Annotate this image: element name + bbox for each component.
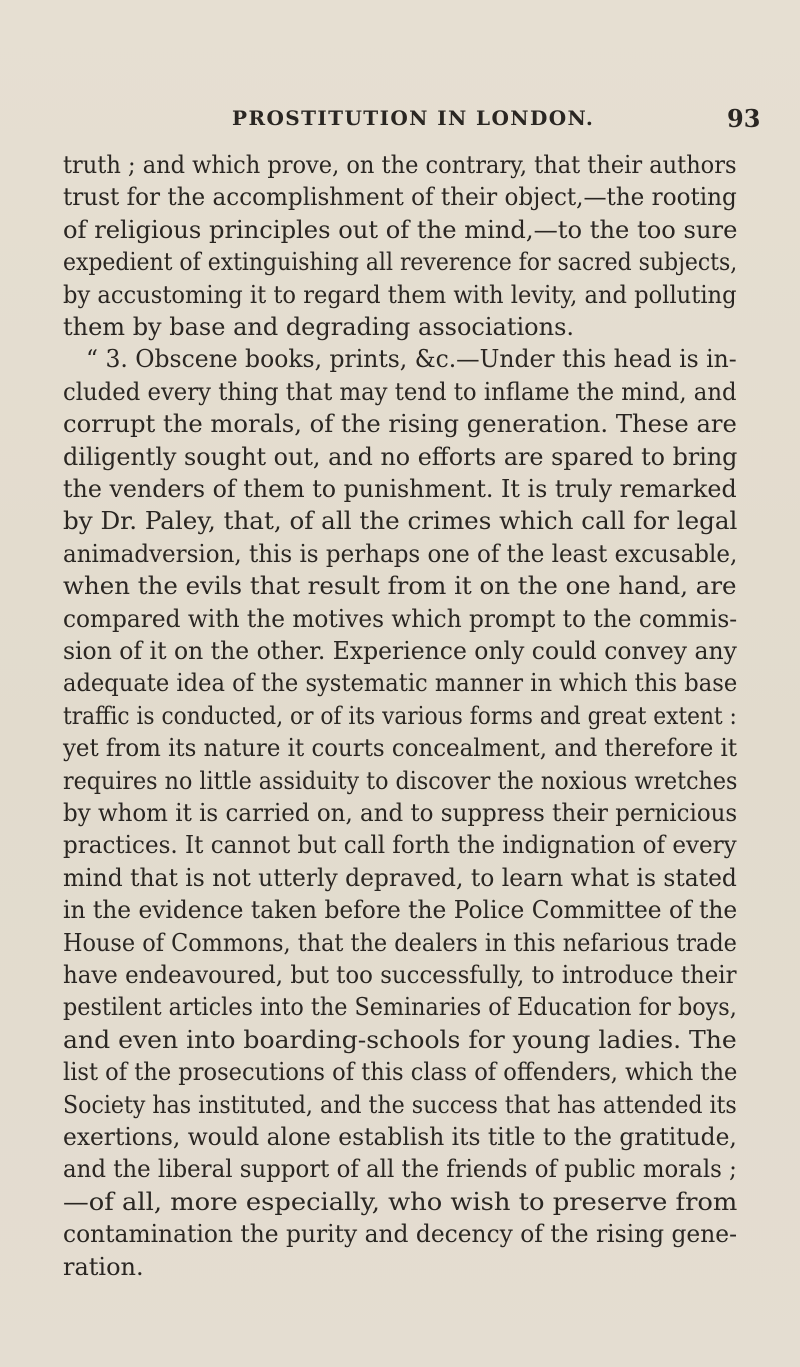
text-line: trust for the accomplishment of their object,—the rooting xyxy=(63,183,737,212)
text-line: of religious principles out of the mind,—to the too sure xyxy=(63,215,738,244)
text-line: when the evils that result from it on the one hand, are xyxy=(63,572,737,601)
text-line: animadversion, this is perhaps one of the least excusable, xyxy=(63,539,738,568)
running-head xyxy=(0,100,800,136)
page-number: 93 xyxy=(727,104,761,133)
text-line: requires no little assiduity to discover the noxious wretches xyxy=(63,766,738,795)
text-line: corrupt the morals, of the rising generation. These are xyxy=(63,410,737,439)
text-line: and the liberal support of all the friends of public morals ; xyxy=(63,1155,737,1184)
text-line: cluded every thing that may tend to inflame the mind, and xyxy=(63,377,737,406)
text-line: pestilent articles into the Seminaries of Education for boys, xyxy=(63,993,737,1022)
text-line: contamination the purity and decency of the rising gene- xyxy=(63,1220,737,1249)
text-line: truth ; and which prove, on the contrary, that their authors xyxy=(63,151,737,179)
text-line: “ 3. Obscene books, prints, &c.—Under this head is in- xyxy=(86,345,737,374)
text-line: by accustoming it to regard them with levity, and polluting xyxy=(63,280,737,309)
text-line: House of Commons, that the dealers in this nefarious trade xyxy=(63,928,737,957)
text-line: compared with the motives which prompt to the commis- xyxy=(63,604,738,633)
text-line: ration. xyxy=(63,1252,144,1281)
text-line: yet from its nature it courts concealment, and therefore it xyxy=(63,734,738,763)
text-line: Society has instituted, and the success that has attended its xyxy=(63,1090,737,1119)
text-line: mind that is not utterly depraved, to learn what is stated xyxy=(63,863,737,892)
text-line: practices. It cannot but call forth the indignation of every xyxy=(63,831,737,860)
text-line: in the evidence taken before the Police Committee of the xyxy=(63,896,738,925)
text-line: have endeavoured, but too successfully, to introduce their xyxy=(63,961,737,989)
text-line: exertions, would alone establish its title to the gratitude, xyxy=(63,1123,737,1151)
text-line: by Dr. Paley, that, of all the crimes which call for legal xyxy=(63,507,738,536)
text-line: the venders of them to punishment. It is truly remarked xyxy=(63,475,737,503)
text-line: sion of it on the other. Experience only could convey any xyxy=(63,637,737,665)
text-line: list of the prosecutions of this class of offenders, which the xyxy=(63,1058,738,1087)
text-line: by whom it is carried on, and to suppress their pernicious xyxy=(63,799,738,827)
text-line: them by base and degrading associations. xyxy=(63,313,575,341)
text-line: traffic is conducted, or of its various forms and great extent : xyxy=(63,701,737,730)
text-line: and even into boarding-schools for young ladies. The xyxy=(63,1025,737,1054)
text-line: expedient of extinguishing all reverence for sacred subjects, xyxy=(63,248,738,277)
text-line: diligently sought out, and no efforts are spared to bring xyxy=(63,442,738,471)
text-line: adequate idea of the systematic manner in which this base xyxy=(63,669,738,698)
running-title: PROSTITUTION IN LONDON. xyxy=(232,106,595,130)
text-line: —of all, more especially, who wish to preserve from xyxy=(63,1187,738,1216)
